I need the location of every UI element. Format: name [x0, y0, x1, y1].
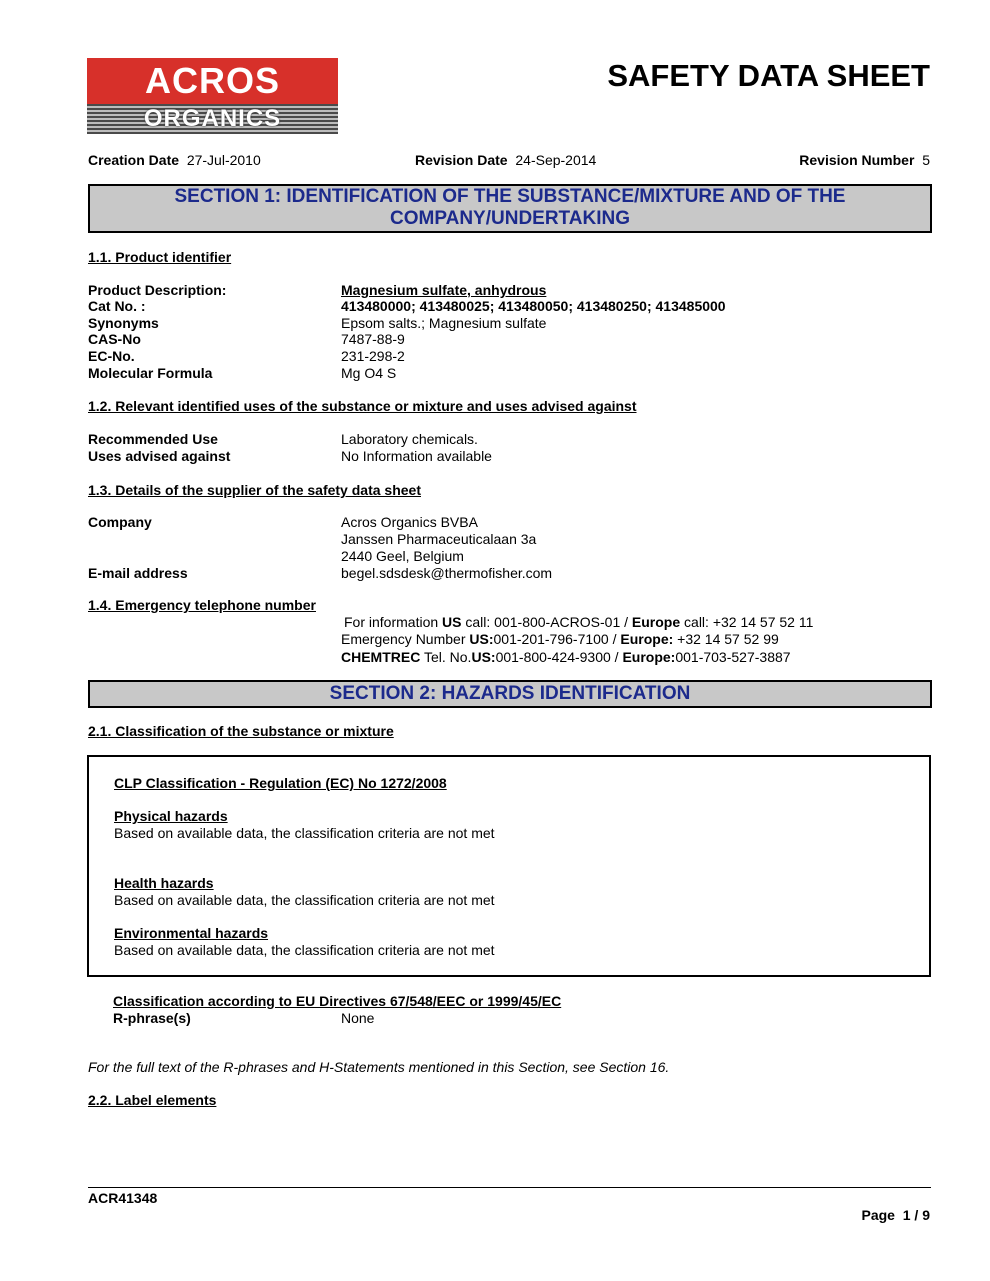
- em1-a: For information: [344, 614, 443, 630]
- company-line3: 2440 Geel, Belgium: [341, 548, 464, 564]
- em3-b: Tel. No.: [420, 649, 472, 665]
- full-text-note: For the full text of the R-phrases and H-Statements mentioned in this Section, see Section 16.: [88, 1059, 670, 1075]
- health-hazards-text: Based on available data, the classification criteria are not met: [114, 892, 495, 908]
- cat-no-label: Cat No. :: [88, 298, 146, 314]
- heading-2-1: 2.1. Classification of the substance or mixture: [88, 723, 394, 739]
- cat-no-value: 413480000; 413480025; 413480050; 413480250; 413485000: [341, 298, 726, 314]
- recommended-use-label: Recommended Use: [88, 431, 218, 447]
- eu-classification-heading: Classification according to EU Directives 67/548/EEC or 1999/45/EC: [113, 993, 562, 1009]
- ec-no-value: 231-298-2: [341, 348, 405, 364]
- em1-b: US: [442, 614, 462, 630]
- product-desc-value: Magnesium sulfate, anhydrous: [341, 282, 547, 298]
- heading-2-2: 2.2. Label elements: [88, 1092, 217, 1108]
- recommended-use-value: Laboratory chemicals.: [341, 431, 478, 447]
- revision-number-value: 5: [922, 152, 930, 168]
- company-line1: Acros Organics BVBA: [341, 514, 478, 530]
- em3-c: US:: [471, 649, 496, 665]
- molecular-formula-value: Mg O4 S: [341, 365, 397, 381]
- r-phrases-value: None: [341, 1010, 375, 1026]
- revision-number-label: Revision Number: [799, 152, 915, 168]
- section1-header: [88, 184, 932, 233]
- page-number: [862, 1207, 931, 1223]
- em1-d: Europe: [631, 614, 681, 630]
- section1-title-line1: SECTION 1: IDENTIFICATION OF THE SUBSTANCE/MIXTURE AND OF THE: [174, 186, 846, 207]
- em1-c: call: 001-800-ACROS-01 /: [461, 614, 632, 630]
- health-hazards-heading: Health hazards: [114, 875, 214, 891]
- em3-f: 001-703-527-3887: [675, 649, 791, 665]
- page-value: 1 / 9: [902, 1207, 930, 1223]
- revision-date-value: 24-Sep-2014: [515, 152, 597, 168]
- product-desc-label: Product Description:: [88, 282, 227, 298]
- physical-hazards-heading: Physical hazards: [114, 808, 228, 824]
- document-code: ACR41348: [88, 1190, 158, 1206]
- heading-1-1: 1.1. Product identifier: [88, 249, 232, 265]
- environmental-hazards-text: Based on available data, the classification criteria are not met: [114, 942, 495, 958]
- em3-e: Europe:: [622, 649, 676, 665]
- physical-hazards-text: Based on available data, the classification criteria are not met: [114, 825, 495, 841]
- em2-a: Emergency Number: [341, 631, 470, 647]
- footer-rule: [88, 1187, 931, 1188]
- section1-title-line2: COMPANY/UNDERTAKING: [390, 208, 630, 229]
- acros-logo: [87, 58, 338, 134]
- logo-line2: ORGANICS: [143, 105, 282, 132]
- r-phrases-label: R-phrase(s): [113, 1010, 191, 1026]
- email-value[interactable]: begel.sdsdesk@thermofisher.com: [341, 565, 553, 581]
- em3-d: 001-800-424-9300 /: [495, 649, 623, 665]
- em3-a: CHEMTREC: [341, 649, 421, 665]
- environmental-hazards-heading: Environmental hazards: [114, 925, 269, 941]
- cas-no-value: 7487-88-9: [341, 331, 405, 347]
- em2-e: +32 14 57 52 99: [673, 631, 779, 647]
- section2-header: SECTION 2: HAZARDS IDENTIFICATION: [88, 680, 932, 708]
- em2-d: Europe:: [620, 631, 674, 647]
- em2-c: 001-201-796-7100 /: [493, 631, 621, 647]
- clp-heading: CLP Classification - Regulation (EC) No 1272/2008: [114, 775, 447, 791]
- creation-date-value: 27-Jul-2010: [186, 152, 261, 168]
- em2-b: US:: [469, 631, 494, 647]
- emergency-info-line: [344, 614, 813, 630]
- molecular-formula-label: Molecular Formula: [88, 365, 213, 381]
- uses-advised-against-value: No Information available: [341, 448, 492, 464]
- heading-1-3: 1.3. Details of the supplier of the safety data sheet: [88, 482, 421, 498]
- ec-no-label: EC-No.: [88, 348, 135, 364]
- synonyms-value: Epsom salts.; Magnesium sulfate: [341, 315, 547, 331]
- revision-number: [799, 152, 930, 168]
- uses-advised-against-label: Uses advised against: [88, 448, 231, 464]
- heading-1-2: 1.2. Relevant identified uses of the substance or mixture and uses advised against: [88, 398, 637, 414]
- page-label: Page: [861, 1207, 895, 1223]
- creation-date: [88, 152, 261, 168]
- company-label: Company: [88, 514, 152, 530]
- revision-date-label: Revision Date: [415, 152, 508, 168]
- revision-date: [415, 152, 596, 168]
- chemtrec-line: [341, 649, 791, 665]
- logo-line1: ACROS: [144, 60, 280, 101]
- cas-no-label: CAS-No: [88, 331, 141, 347]
- synonyms-label: Synonyms: [88, 315, 159, 331]
- document-title: SAFETY DATA SHEET: [607, 58, 930, 93]
- heading-1-4: 1.4. Emergency telephone number: [88, 597, 316, 613]
- creation-date-label: Creation Date: [88, 152, 180, 168]
- company-line2: Janssen Pharmaceuticalaan 3a: [341, 531, 537, 547]
- emergency-number-line: [341, 631, 779, 647]
- em1-e: call: +32 14 57 52 11: [680, 614, 814, 630]
- email-label: E-mail address: [88, 565, 188, 581]
